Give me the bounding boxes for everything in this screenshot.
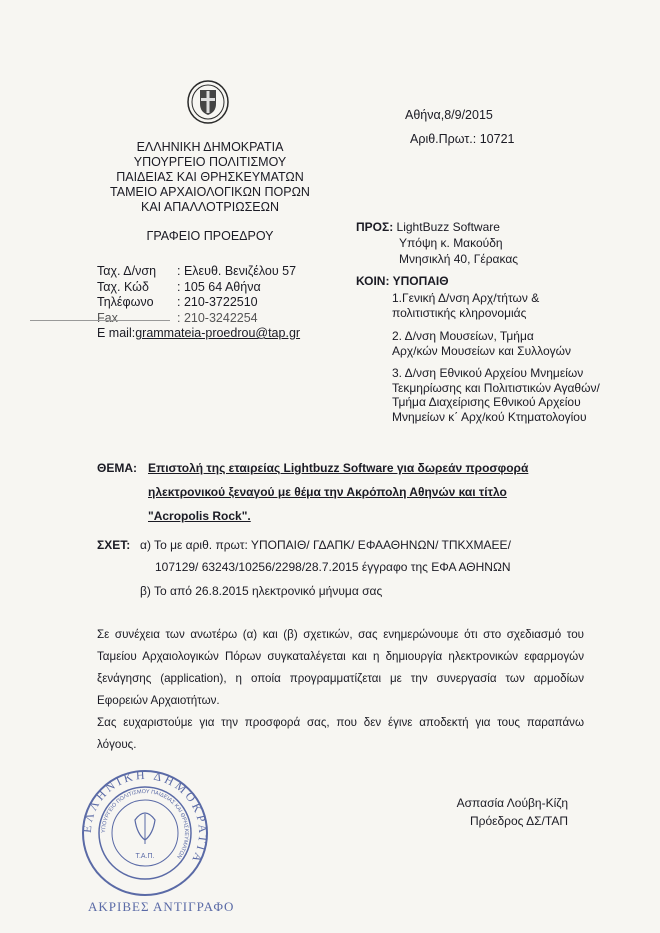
cc-item-1: [392, 291, 539, 320]
body-paragraph: Σας ευχαριστούμε για την προσφορά σας, που δεν έγινε αποδεκτή για τους παραπάνω λόγους.: [97, 716, 584, 751]
greek-coat-of-arms-icon: [186, 80, 230, 124]
fax-label: Fax: [97, 310, 118, 325]
email-label: E mail:: [97, 326, 136, 340]
recipient-name: LightBuzz Software: [396, 220, 500, 234]
org-line: ΠΑΙΔΕΙΑΣ ΚΑΙ ΘΡΗΣΚΕΥΜΑΤΩΝ: [116, 170, 304, 184]
stamp-inner-text: ΥΠΟΥΡΓΕΙΟ ΠΟΛΙΤΙΣΜΟΥ ΠΑΙΔΕΙΑΣ ΚΑΙ ΘΡΗΣΚΕΥΜΑΤΩΝ: [100, 788, 190, 860]
cc-line: Μνημείων κ΄ Αρχ/κού Κτηματολογίου: [392, 409, 587, 424]
subject-line: Επιστολή της εταιρείας Lightbuzz Software για δωρεάν προσφορά: [148, 461, 529, 475]
postcode-value: : 105 64 Αθήνα: [177, 279, 261, 294]
reference-line: 107129/ 63243/10256/2298/28.7.2015 έγγραφο της ΕΦΑ ΑΘΗΝΩΝ: [155, 560, 511, 574]
date: Αθήνα,8/9/2015: [405, 108, 493, 122]
signature-block: [380, 794, 568, 830]
reference-line: α) Το με αριθ. πρωτ: ΥΠΟΠΑΙΘ/ ΓΔΑΠΚ/ ΕΦΑΑΘΗΝΩΝ/ ΤΠΚΧΜΑΕΕ/: [140, 538, 511, 552]
certified-copy-caption: ΑΚΡΙΒΕΣ ΑΝΤΙΓΡΑΦΟ: [88, 899, 235, 914]
recipient-address: Μνησικλή 40, Γέρακας: [399, 252, 519, 266]
cc-line: 3. Δ/νση Εθνικού Αρχείου Μνημείων: [392, 366, 584, 380]
cc-line: Τεκμηρίωσης και Πολιτιστικών Αγαθών/: [392, 380, 600, 395]
org-line: ΥΠΟΥΡΓΕΙΟ ΠΟΛΙΤΙΣΜΟΥ: [133, 155, 287, 169]
recipient-label: ΠΡΟΣ:: [356, 220, 394, 234]
cc-line: Αρχ/κών Μουσείων και Συλλογών: [392, 343, 572, 358]
cc-line: 2. Δ/νση Μουσείων, Τμήμα: [392, 329, 534, 343]
org-line: ΤΑΜΕΙΟ ΑΡΧΑΙΟΛΟΓΙΚΩΝ ΠΟΡΩΝ: [110, 185, 310, 199]
cc-line: 1.Γενική Δ/νση Αρχ/τήτων &: [392, 291, 540, 305]
protocol-number: Αριθ.Πρωτ.: 10721: [410, 132, 515, 146]
subject-line: ηλεκτρονικού ξεναγού με θέμα την Ακρόπολη Αθηνών και τίτλο: [148, 485, 507, 499]
phone-label: Τηλέφωνο: [97, 295, 154, 309]
reference-label: ΣΧΕΤ:: [97, 538, 131, 552]
contact-block: [97, 264, 337, 342]
office-name: ΓΡΑΦΕΙΟ ΠΡΟΕΔΡΟΥ: [146, 229, 274, 243]
phone-value: : 210-3722510: [177, 295, 258, 309]
signatory-title: Πρόεδρος ΔΣ/ΤΑΠ: [469, 814, 568, 828]
recipient-block: [356, 220, 500, 235]
subject-label: ΘΕΜΑ:: [97, 461, 137, 475]
cc-item-2: [392, 329, 571, 358]
organization-header: [100, 140, 320, 215]
postcode-label: Ταχ. Κώδ: [97, 279, 149, 294]
email-link[interactable]: grammateia-proedrou@tap.gr: [135, 326, 301, 340]
stamp-outer-text: ΕΛΛΗΝΙΚΗ ΔΗΜΟΚΡΑΤΙΑ: [80, 768, 210, 868]
org-line: ΕΛΛΗΝΙΚΗ ΔΗΜΟΚΡΑΤΙΑ: [136, 140, 284, 154]
cc-item-3: [392, 366, 600, 424]
stamp-center-text: Τ.Α.Π.: [135, 853, 155, 860]
address-label: Ταχ. Δ/νση: [97, 264, 157, 278]
fax-value: : 210-3242254: [177, 310, 258, 325]
signatory-name: Ασπασία Λούβη-Κίζη: [456, 796, 568, 810]
address-value: : Ελευθ. Βενιζέλου 57: [177, 264, 297, 278]
recipient-attention: Υπόψη κ. Μακούδη: [399, 236, 503, 250]
reference-line: β) Το από 26.8.2015 ηλεκτρονικό μήνυμα σας: [140, 584, 383, 598]
cc-line: πολιτιστικής κληρονομιάς: [392, 305, 527, 320]
official-round-stamp-icon: [80, 768, 210, 898]
divider-line: [30, 320, 170, 321]
subject-line: "Acropolis Rock".: [148, 509, 251, 523]
org-line: ΚΑΙ ΑΠΑΛΛΟΤΡΙΩΣΕΩΝ: [140, 200, 280, 214]
cc-label: ΚΟΙΝ: ΥΠΟΠΑΙΘ: [356, 274, 449, 288]
cc-line: Τμήμα Διαχείρισης Εθνικού Αρχείου: [392, 395, 581, 409]
body-paragraph: Σε συνέχεια των ανωτέρω (α) και (β) σχετικών, σας ενημερώνουμε ότι στο σχεδιασμό του Ταμείου Αρχαιολογικών Πόρων συγκαταλέγεται και η δημιουργία ηλεκτρονικών εφαρμογών ξενάγησης (application), η οποία προγραμματίζεται με την συνεργασία των αρμοδίων Εφορειών Αρχαιοτήτων.: [97, 628, 584, 707]
